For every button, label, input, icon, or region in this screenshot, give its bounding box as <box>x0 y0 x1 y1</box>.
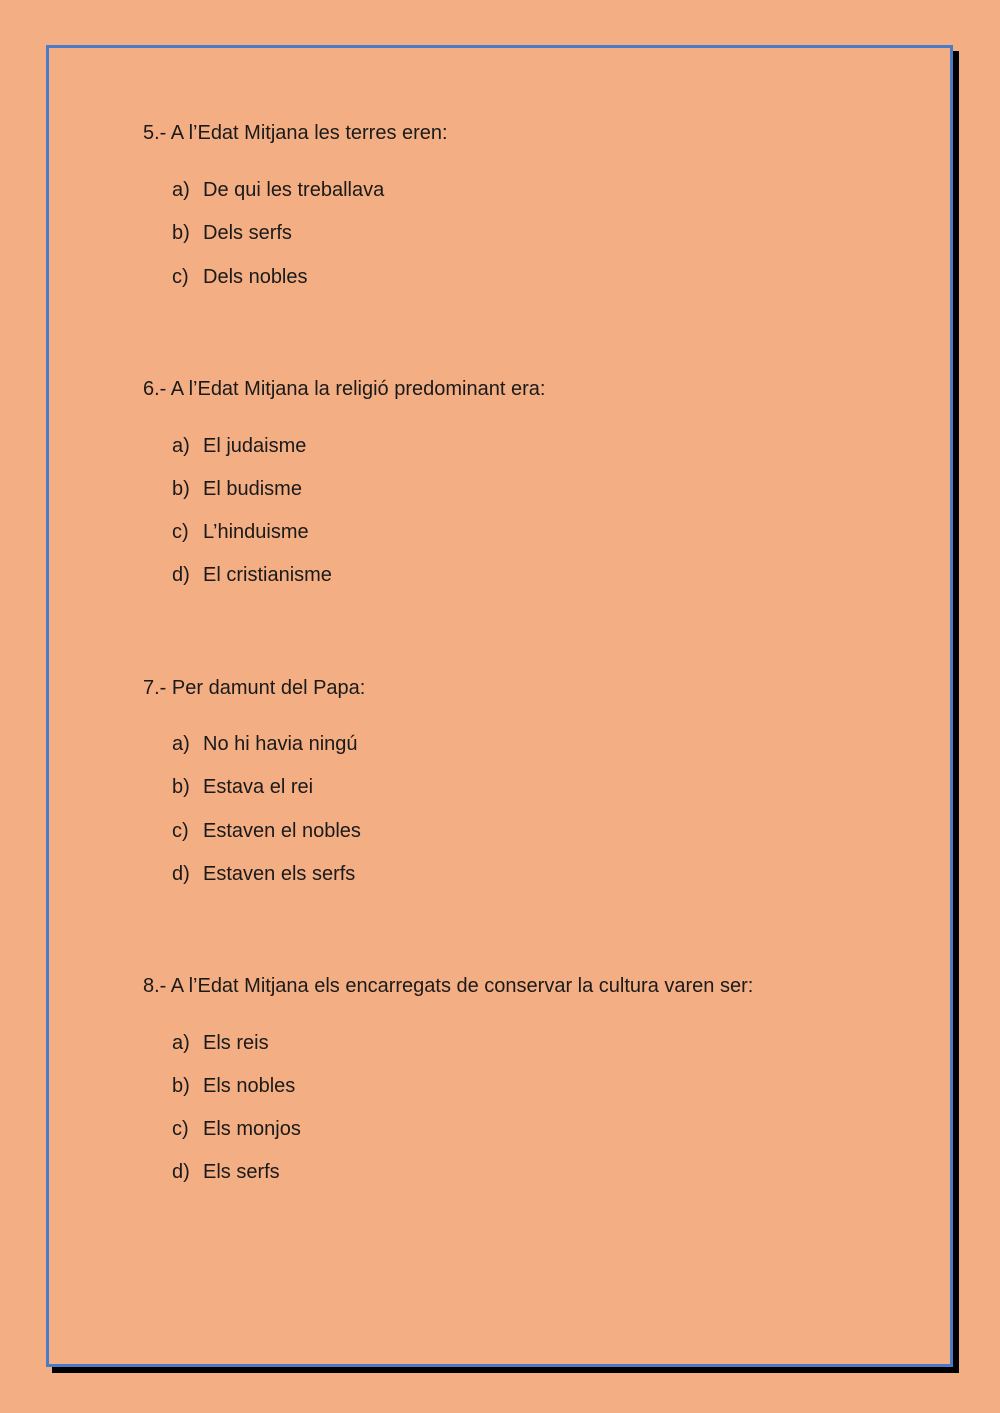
option-letter: a) <box>172 733 190 755</box>
question-6-option-a[interactable] <box>172 434 306 458</box>
question-7-option-a[interactable] <box>172 732 358 756</box>
question-7-option-d[interactable] <box>172 862 355 886</box>
option-letter: c) <box>172 1118 189 1140</box>
option-text: Dels nobles <box>203 266 308 288</box>
question-8-text: 8.- A l’Edat Mitjana els encarregats de conservar la cultura varen ser: <box>143 975 754 997</box>
option-letter: b) <box>172 776 190 798</box>
question-8-option-b[interactable] <box>172 1074 295 1098</box>
option-text: L’hinduisme <box>203 521 309 543</box>
option-text: El cristianisme <box>203 564 332 586</box>
question-6-option-d[interactable] <box>172 563 332 587</box>
question-7-option-b[interactable] <box>172 775 313 799</box>
question-8-option-d[interactable] <box>172 1160 280 1184</box>
question-8-option-c[interactable] <box>172 1117 301 1141</box>
option-text: Estava el rei <box>203 776 314 798</box>
question-8-option-a[interactable] <box>172 1031 269 1055</box>
question-7-text: 7.- Per damunt del Papa: <box>143 677 366 699</box>
option-letter: d) <box>172 564 190 586</box>
option-letter: b) <box>172 1075 190 1097</box>
option-text: El judaisme <box>203 435 307 457</box>
option-text: El budisme <box>203 478 302 500</box>
option-text: Els serfs <box>203 1161 280 1183</box>
option-text: Estaven els serfs <box>203 863 356 885</box>
option-text: Estaven el nobles <box>203 820 361 842</box>
option-letter: d) <box>172 863 190 885</box>
option-text: Els nobles <box>203 1075 296 1097</box>
question-5-option-a[interactable] <box>172 178 384 202</box>
option-letter: c) <box>172 266 189 288</box>
option-text: De qui les treballava <box>203 179 385 201</box>
question-6-text: 6.- A l’Edat Mitjana la religió predominant era: <box>143 378 546 400</box>
option-letter: c) <box>172 521 189 543</box>
option-text: Els monjos <box>203 1118 301 1140</box>
option-letter: d) <box>172 1161 190 1183</box>
option-letter: b) <box>172 222 190 244</box>
question-5-text: 5.- A l’Edat Mitjana les terres eren: <box>143 122 448 144</box>
option-letter: a) <box>172 435 190 457</box>
option-text: No hi havia ningú <box>203 733 358 755</box>
option-letter: b) <box>172 478 190 500</box>
question-5-option-b[interactable] <box>172 221 292 245</box>
question-7-option-c[interactable] <box>172 819 361 843</box>
option-text: Els reis <box>203 1032 269 1054</box>
question-6-option-c[interactable] <box>172 520 309 544</box>
option-letter: c) <box>172 820 189 842</box>
option-letter: a) <box>172 1032 190 1054</box>
question-5-option-c[interactable] <box>172 265 308 289</box>
option-letter: a) <box>172 179 190 201</box>
option-text: Dels serfs <box>203 222 292 244</box>
question-6-option-b[interactable] <box>172 477 302 501</box>
